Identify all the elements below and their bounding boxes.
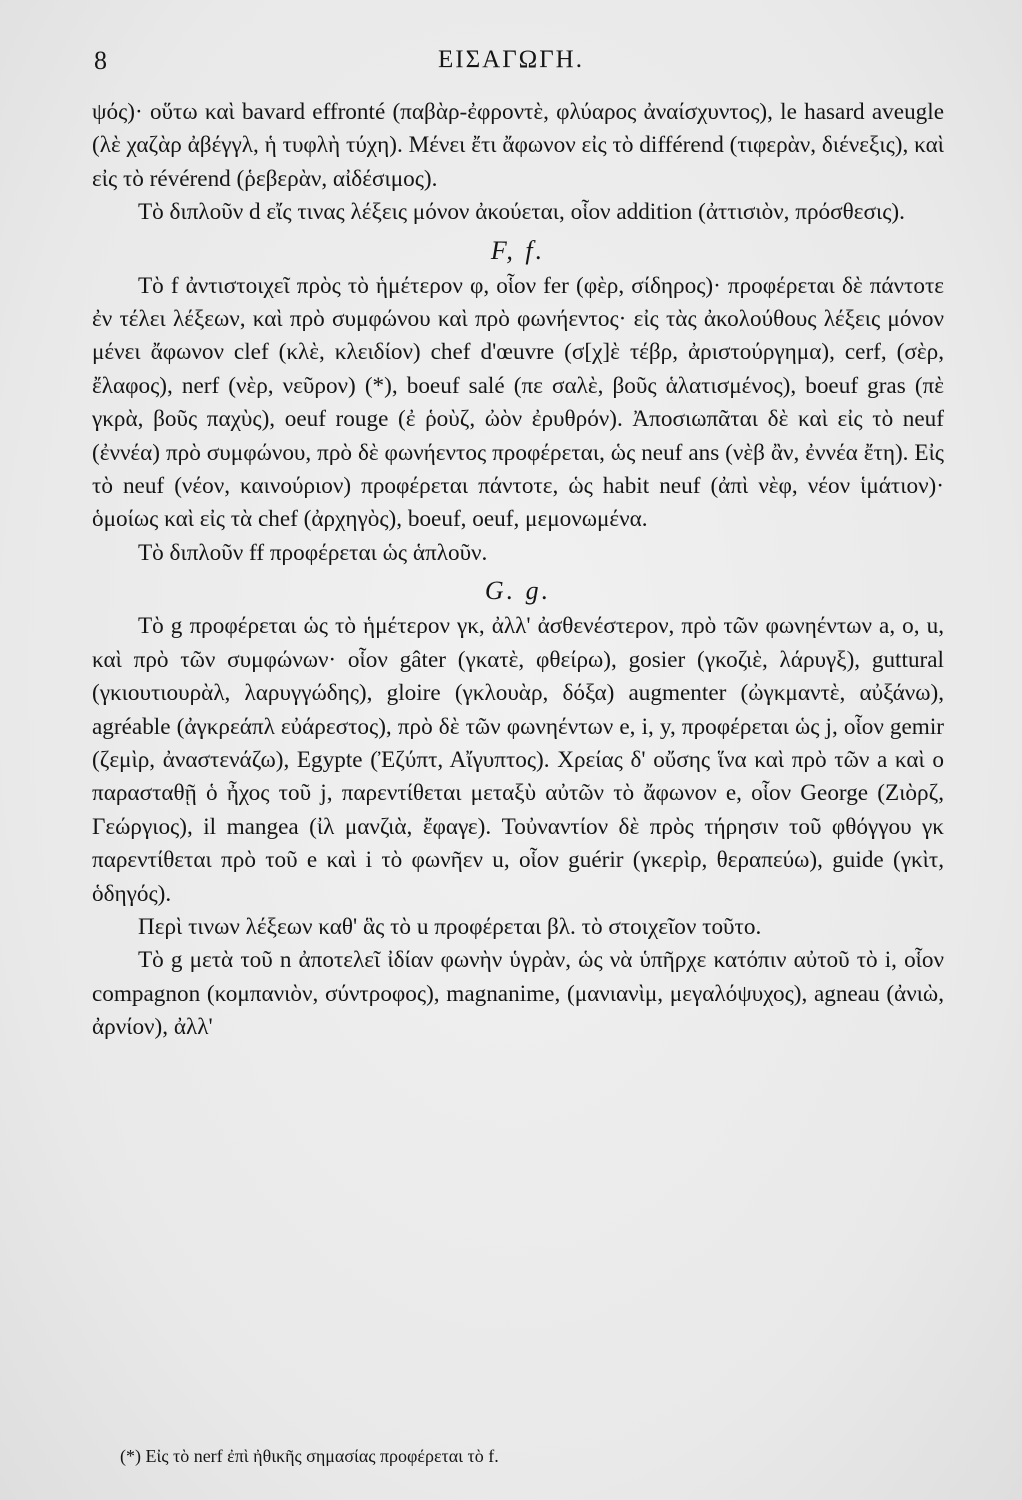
- page-header: [0, 42, 1022, 82]
- paragraph-6: Περὶ τινων λέξεων καθ' ἃς τὸ u προφέρεται βλ. τὸ στοιχεῖον τοῦτο.: [138, 913, 762, 940]
- section-heading-f: F, f.: [490, 235, 546, 265]
- body-text: [92, 96, 944, 1045]
- paragraph-3: Τὸ f ἀντιστοιχεῖ πρὸς τὸ ἡμέτερον φ, οἷον fer (φὲρ, σίδηρος)· προφέρεται δὲ πάντοτε ἐν τέλει λέξεων, καὶ πρὸ συμφώνου καὶ πρὸ φωνήεντος· εἰς τὰς ἀκολούθους λέξεις μόνον μένει ἄφωνον clef (κλὲ, κλειδίον) chef d'œuvre (σ[χ]ὲ τέβρ, ἀριστούργημα), cerf, (σὲρ, ἔλαφος), nerf (νὲρ, νεῦρον) (*), boeuf salé (πε σαλὲ, βοῦς ἁλατισμένος), boeuf gras (πὲ γκρὰ, βοῦς παχὺς), oeuf rouge (ἐ ῥοὺζ, ὠὸν ἐρυθρόν). Ἀποσιωπᾶται δὲ καὶ εἰς τὸ neuf (ἐννέα) πρὸ συμφώνου, πρὸ δὲ φωνήεντος προφέρεται, ὡς neuf ans (νὲβ ἂν, ἐννέα ἔτη). Εἰς τὸ neuf (νέον, καινούριον) προφέρεται πάντοτε, ὡς habit neuf (ἀπὶ νὲφ, νέον ἱμάτιον)· ὁμοίως καὶ εἰς τὰ chef (ἀρχηγὸς), boeuf, oeuf, μεμονωμένα.: [92, 272, 944, 533]
- paragraph-1: ψός)· οὕτω καὶ bavard effronté (παβὰρ-ἐφροντὲ, φλύαρος ἀναίσχυντος), le hasard aveugle (λὲ χαζὰρ ἀβέγγλ, ἡ τυφλὴ τύχη). Μένει ἔτι ἄφωνον εἰς τὸ différend (τιφερὰν, διένεξις), καὶ εἰς τὸ révérend (ῥεβερὰν, αἰδέσιμος).: [92, 99, 944, 192]
- paragraph-2: Τὸ διπλοῦν d εἴς τινας λέξεις μόνον ἀκούεται, οἷον addition (ἀττισιὸν, πρόσθεσις).: [138, 199, 905, 226]
- page-number: 8: [94, 46, 107, 75]
- footnote: (*) Εἰς τὸ nerf ἐπὶ ἠθικῆς σημασίας προφέρεται τὸ f.: [120, 1446, 499, 1466]
- paragraph-5: Τὸ g προφέρεται ὡς τὸ ἡμέτερον γκ, ἀλλ' ἀσθενέστερον, πρὸ τῶν φωνηέντων a, o, u, καὶ πρὸ τῶν συμφώνων· οἷον gâter (γκατὲ, φθείρω), gosier (γκοζιὲ, λάρυγξ), guttural (γκιουτιουρὰλ, λαρυγγώδης), gloire (γκλουὰρ, δόξα) augmenter (ὠγκμαντὲ, αὐξάνω), agréable (ἀγκρεάπλ εὐάρεστος), πρὸ δὲ τῶν φωνηέντων e, i, y, προφέρεται ὡς j, οἷον gemir (ζεμὶρ, ἀναστενάζω), Egypte (Ἐζύπτ, Αἴγυπτος). Χρείας δ' οὔσης ἵνα καὶ πρὸ τῶν a καὶ o παρασταθῇ ὁ ἦχος τοῦ j, παρεντίθεται μεταξὺ αὐτῶν τὸ ἄφωνον e, οἷον George (Ζιὸρζ, Γεώργιος), il mangea (ἰλ μανζιὰ, ἔφαγε). Τοὐναντίον δὲ πρὸς τήρησιν τοῦ φθόγγου γκ παρεντίθεται πρὸ τοῦ e καὶ i τὸ φωνῆεν u, οἷον guérir (γκερὶρ, θεραπεύω), guide (γκὶτ, ὁδηγός).: [92, 613, 944, 907]
- section-heading-g: G. g.: [484, 576, 552, 606]
- paragraph-7: Τὸ g μετὰ τοῦ n ἀποτελεῖ ἰδίαν φωνὴν ὑγρὰν, ὡς νὰ ὑπῆρχε κατόπιν αὐτοῦ τὸ i, οἷον compagnon (κομπανιὸν, σύντροφος), magnanime, (μανιανὶμ, μεγαλόψυχος), agneau (ἀνιὼ, ἀρνίον), ἀλλ': [92, 947, 944, 1041]
- paragraph-4: Τὸ διπλοῦν ff προφέρεται ὡς ἁπλοῦν.: [138, 539, 488, 566]
- running-head: ΕΙΣΑΓΩΓΗ.: [438, 46, 584, 73]
